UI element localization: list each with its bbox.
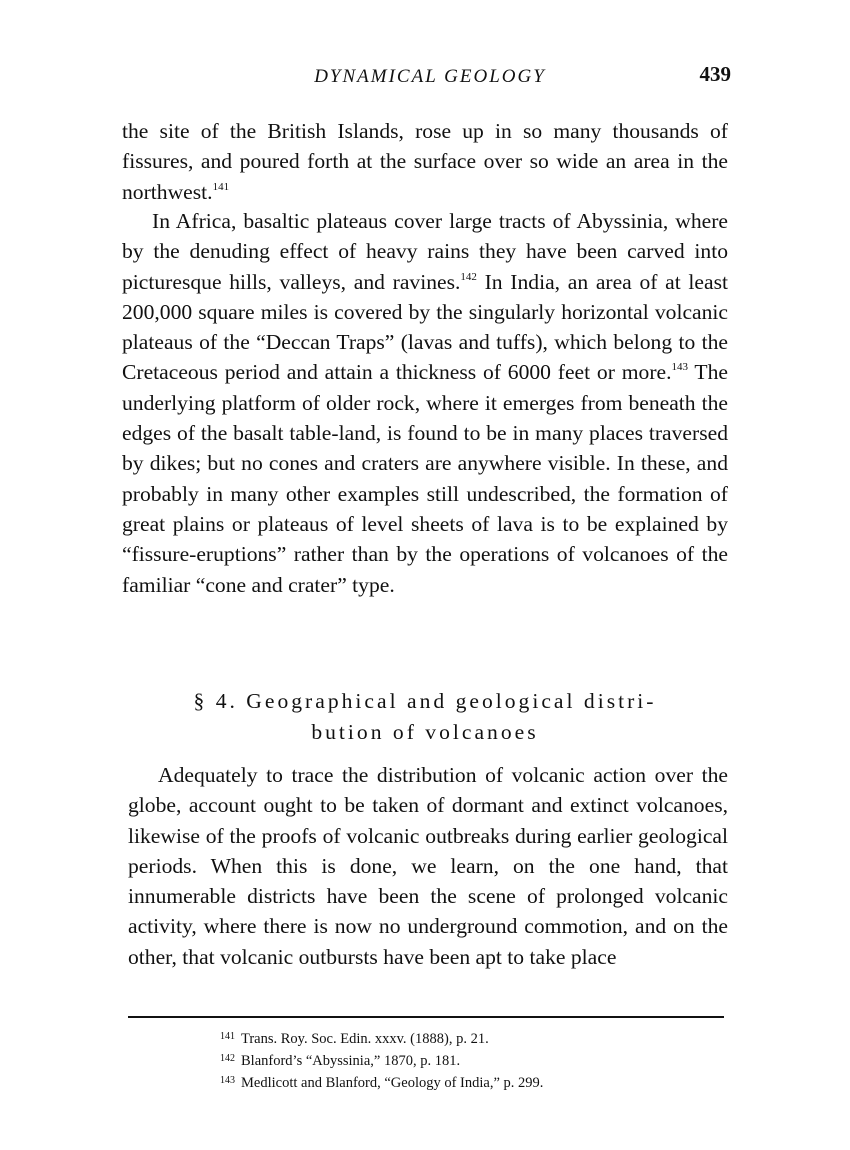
running-title: DYNAMICAL GEOLOGY xyxy=(314,66,546,87)
footnote-ref-142[interactable]: 142 xyxy=(460,270,477,283)
paragraph-distribution xyxy=(128,760,728,972)
paragraph-continuation xyxy=(122,116,728,207)
footnote-number: 142 xyxy=(220,1053,235,1064)
footnotes xyxy=(220,1027,690,1093)
footnote-ref-143[interactable]: 143 xyxy=(671,361,688,374)
paragraph-africa-india xyxy=(122,206,728,600)
page-number: 439 xyxy=(699,62,731,86)
paragraph-text: the site of the British Islands, rose up in so many thousands of fissures, and poured forth at the surface over so wide an area in the northwest. xyxy=(122,119,728,204)
footnote-number: 141 xyxy=(220,1031,235,1042)
paragraph-text-part-1: In Africa, basaltic plateaus cover large tracts of Abyssinia, where by the denuding effect of heavy rains they have been carved into picturesque hills, valleys, and ravines. xyxy=(122,209,728,294)
section-heading-line-2: bution of volcanoes xyxy=(311,720,539,744)
footnote-text: Medlicott and Blanford, “Geology of India,” p. 299. xyxy=(241,1075,544,1091)
section-heading-line-1: § 4. Geographical and geological distri- xyxy=(193,689,657,713)
footnote-text: Trans. Roy. Soc. Edin. xxxv. (1888), p. 21. xyxy=(241,1031,489,1047)
footnote-text: Blanford’s “Abyssinia,” 1870, p. 181. xyxy=(241,1053,461,1069)
paragraph-text-part-3: The underlying platform of older rock, where it emerges from beneath the edges of the basalt table-land, is found to be in many places traversed by dikes; but no cones and craters are anywhere visible. In these, and probably in many other examples still undescribed, the formation of great plains or plateaus of level sheets of lava is to be explained by “fissure-eruptions” rather than by the operations of volcanoes of the familiar “cone and crater” type. xyxy=(122,360,728,597)
footnote-142 xyxy=(220,1049,690,1071)
paragraph-text: Adequately to trace the distribution of volcanic action over the globe, account ought to be taken of dormant and extinct volcanoes, likewise of the proofs of volcanic outbreaks during earlier geological periods. When this is done, we learn, on the one hand, that innumerable districts have been the scene of prolonged volcanic activity, where there is now no underground commotion, and on the other, that volcanic outbursts have been apt to take place xyxy=(128,763,728,969)
footnote-141 xyxy=(220,1027,690,1049)
footnote-divider xyxy=(128,1016,724,1018)
footnote-143 xyxy=(220,1071,690,1093)
section-heading xyxy=(140,686,710,748)
footnote-number: 143 xyxy=(220,1075,235,1086)
footnote-ref-141[interactable]: 141 xyxy=(212,180,230,193)
paragraph-text-part-2: In India, an area of at least 200,000 square miles is covered by the singularly horizontal volcanic plateaus of the “Deccan Traps” (lavas and tuffs), which belong to the Cretaceous period and attain a thickness of 6000 feet or more. xyxy=(122,269,728,385)
